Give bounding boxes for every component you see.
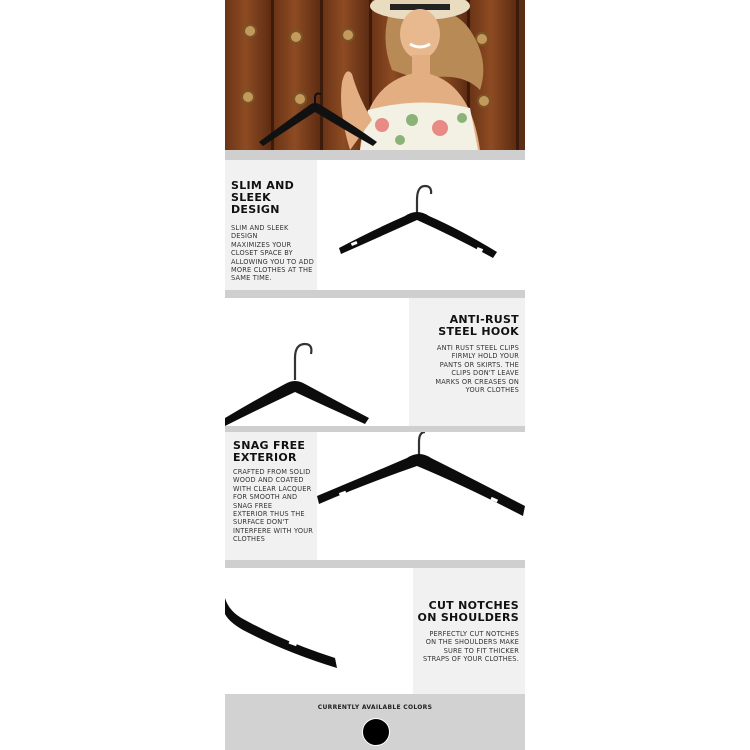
feature-text-box bbox=[225, 160, 317, 290]
feature-text-box bbox=[413, 568, 525, 694]
title-line: SLEEK bbox=[231, 191, 271, 204]
lifestyle-photo bbox=[225, 0, 525, 150]
feature-title bbox=[233, 440, 317, 464]
feature-description bbox=[231, 224, 317, 283]
section-divider bbox=[225, 290, 525, 298]
section-divider bbox=[225, 150, 525, 160]
body-line: SAME TIME. bbox=[231, 274, 272, 283]
feature-description bbox=[407, 630, 519, 664]
color-swatch-black[interactable] bbox=[362, 718, 390, 746]
hanger-image bbox=[337, 182, 502, 262]
body-line: EXTERIOR THUS THE bbox=[233, 510, 305, 519]
product-infographic bbox=[225, 0, 525, 750]
body-line: PERFECTLY CUT NOTCHES bbox=[429, 630, 519, 638]
title-line: STEEL HOOK bbox=[438, 325, 519, 338]
body-line: CLIPS DON'T LEAVE bbox=[451, 369, 519, 378]
body-line: SURE TO FIT THICKER bbox=[443, 646, 519, 655]
feature-title bbox=[231, 180, 315, 216]
body-line: WITH CLEAR LACQUER bbox=[233, 484, 312, 493]
body-line: MARKS OR CREASES ON bbox=[435, 377, 519, 386]
body-line: ON THE SHOULDERS MAKE bbox=[425, 638, 519, 647]
feature-title bbox=[409, 600, 519, 624]
hanger-image bbox=[315, 432, 525, 532]
body-line: SURFACE DON'T bbox=[233, 518, 289, 527]
feature-title bbox=[409, 314, 519, 338]
body-line: MAXIMIZES YOUR bbox=[231, 240, 292, 249]
feature-snag-free bbox=[225, 432, 525, 560]
body-line: PANTS OR SKIRTS. THE bbox=[439, 360, 519, 369]
section-divider bbox=[225, 560, 525, 568]
hanger-image bbox=[225, 338, 375, 426]
feature-description bbox=[409, 344, 519, 394]
feature-description bbox=[233, 468, 319, 544]
body-line: ALLOWING YOU TO ADD bbox=[231, 257, 314, 266]
feature-text-box bbox=[409, 298, 525, 426]
door-stud bbox=[243, 92, 253, 102]
body-line: FOR SMOOTH AND bbox=[233, 493, 298, 502]
body-line: WOOD AND COATED bbox=[233, 476, 304, 485]
body-line: INTERFERE WITH YOUR bbox=[233, 526, 314, 535]
body-line: MORE CLOTHES AT THE bbox=[231, 266, 313, 275]
feature-cut-notches bbox=[225, 568, 525, 694]
hanger-in-hand bbox=[253, 90, 383, 150]
available-colors-label: CURRENTLY AVAILABLE COLORS bbox=[317, 704, 433, 711]
body-line: SNAG FREE bbox=[233, 501, 273, 510]
body-line: YOUR CLOTHES bbox=[465, 386, 519, 395]
title-line: ANTI-RUST bbox=[449, 313, 519, 326]
door-stud bbox=[245, 26, 255, 36]
available-colors-section bbox=[225, 694, 525, 750]
hanger-image bbox=[225, 588, 345, 678]
title-line: DESIGN bbox=[231, 203, 280, 216]
door-stud bbox=[291, 32, 301, 42]
body-line: CRAFTED FROM SOLID bbox=[233, 468, 311, 476]
body-line: FIRMLY HOLD YOUR bbox=[451, 352, 519, 361]
title-line: SNAG FREE bbox=[233, 439, 306, 452]
feature-slim-design bbox=[225, 160, 525, 290]
body-line: CLOTHES bbox=[233, 535, 265, 544]
feature-text-box bbox=[225, 432, 317, 560]
body-line: ANTI RUST STEEL CLIPS bbox=[436, 344, 519, 352]
title-line: CUT NOTCHES bbox=[428, 599, 519, 612]
title-line: ON SHOULDERS bbox=[417, 611, 519, 624]
title-line: EXTERIOR bbox=[233, 451, 297, 464]
body-line: CLOSET SPACE BY bbox=[231, 249, 293, 258]
body-line: SLIM AND SLEEK DESIGN bbox=[231, 224, 289, 241]
title-line: SLIM AND bbox=[231, 179, 295, 192]
feature-steel-hook bbox=[225, 298, 525, 426]
body-line: STRAPS OF YOUR CLOTHES. bbox=[422, 655, 519, 664]
